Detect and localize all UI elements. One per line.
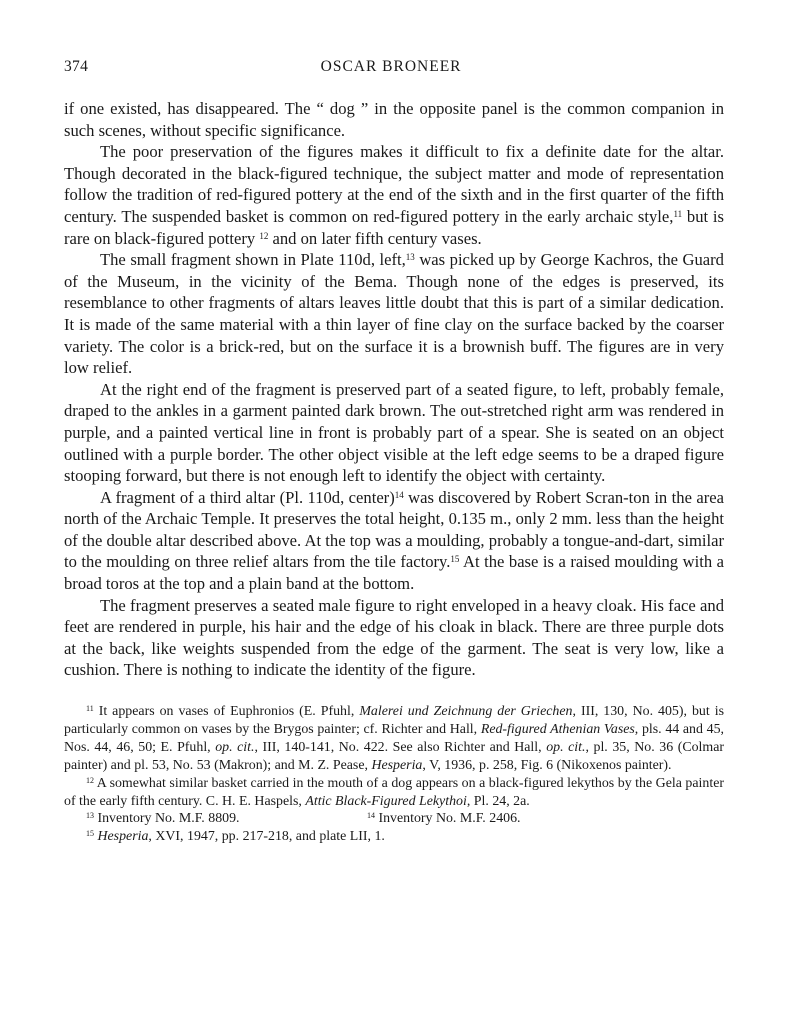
running-head: OSCAR BRONEER [320, 58, 462, 75]
paragraph-3 [64, 249, 724, 379]
text-run: The poor preservation of the figures makes it difficult to fix a definite date for the altar. Though decorated in the black-figured technique, the subject matter and mode of representation follow the tradition of red-figured pottery at the end of the sixth and in the first quarter of the fifth century. The suspended basket is common on red-figured pottery in the early archaic style, [64, 142, 724, 226]
footnote-ref: 13 [405, 252, 415, 263]
italic-title: Hesperia [97, 829, 149, 845]
paragraph-6 [64, 595, 724, 681]
footnote-15 [64, 828, 724, 846]
text-run: and on later fifth century vases. [268, 228, 482, 248]
italic-title: Hesperia [371, 757, 423, 773]
footnote-11 [64, 703, 724, 775]
footnotes-13-14 [64, 810, 724, 828]
text-run: A somewhat similar basket carried in the mouth of a dog appears on a black-figured lekythos by the Gela painter of the early fifth century. C. H. E. Haspels, [64, 775, 724, 809]
paragraph-4 [64, 379, 724, 487]
text-run: The small fragment shown in Plate 110d, left, [100, 250, 406, 270]
footnote-number: 13 [86, 811, 94, 821]
paragraph-2 [64, 141, 724, 249]
text-run: was discovered by Robert Scran-ton in the area north of the Archaic Temple. It preserves the total height, 0.135 m., only 2 mm. less than the height of the double altar described above. At the top was a moulding, probably a tongue-and-dart, similar to the moulding on three relief altars from the tile factory. [64, 487, 724, 572]
text-run: , V, 1936, p. 258, Fig. 6 (Nikoxenos painter). [422, 757, 672, 773]
footnote-number: 11 [86, 704, 94, 714]
footnote-number: 14 [367, 811, 375, 821]
footnote-ref: 11 [673, 208, 683, 219]
text-run: was picked up by George Kachros, the Guard of the Museum, in the vicinity of the Bema. Though none of the edges is preserved, its resemblance to other fragments of altars leaves little doubt that this is part of a similar dedication. It is made of the same material with a thin layer of fine clay on the surface backed by the coarser variety. The color is a brick-red, but on the surface it is a brownish buff. The figures are in very low relief. [64, 250, 724, 378]
text-run: , pl. 35, No. 36 (Colmar painter) and pl. 53, No. 53 (Makron); and M. Z. Pease, [64, 739, 724, 773]
text-run: At the right end of the fragment is preserved part of a seated figure, to left, probably female, draped to the ankles in a garment painted dark brown. The out-stretched right arm was rendered in purple, and a painted vertical line in front is probably part of a spear. She is seated on an object outlined with a purple border. The other object visible at the left edge seems to be a draped figure stooping forward, but there is not enough left to identify the object with certainty. [64, 379, 724, 486]
italic-title: op. cit. [546, 739, 586, 755]
italic-title: Malerei und Zeichnung der Griechen [359, 704, 573, 720]
footnote-number: 12 [86, 775, 94, 785]
text-run: , XVI, 1947, pp. 217-218, and plate LII, 1. [148, 829, 385, 845]
text-run: It appears on vases of Euphronios (E. Pfuhl, [93, 704, 360, 720]
text-run: Inventory No. M.F. 8809. [94, 811, 240, 827]
paragraph-1 [64, 98, 724, 141]
body-text [64, 98, 724, 681]
text-run: Inventory No. M.F. 2406. [375, 811, 521, 827]
text-run: , III, 140-141, No. 422. See also Richter and Hall, [254, 739, 547, 755]
footnote-number: 15 [86, 829, 94, 839]
paragraph-5 [64, 487, 724, 595]
text-run: if one existed, has disappeared. The “ dog ” in the opposite panel is the common companion in such scenes, without specific significance. [64, 99, 724, 140]
footnote-13 [64, 810, 367, 828]
footnote-ref: 15 [450, 554, 460, 565]
text-run: , III, 130, No. 405), but is particularly common on vases by the Brygos painter; cf. Richter and Hall, [64, 704, 724, 737]
italic-title: Attic Black-Figured Lekythoi [305, 793, 467, 809]
page-header [64, 58, 724, 84]
page-number: 374 [64, 58, 89, 75]
italic-title: op. cit. [215, 739, 255, 755]
text-run: , Pl. 24, 2a. [466, 793, 530, 809]
footnote-12 [64, 775, 724, 811]
footnotes [64, 703, 724, 846]
footnote-ref: 14 [394, 489, 404, 500]
italic-title: Red-figured Athenian Vases [480, 721, 635, 737]
page [64, 58, 724, 846]
footnote-ref: 12 [259, 230, 269, 241]
text-run: At the base is a raised moulding with a broad toros at the top and a plain band at the bottom. [64, 552, 724, 594]
text-run: , pls. 44 and 45, Nos. 44, 46, 50; E. Pfuhl, [64, 721, 724, 755]
text-run: The fragment preserves a seated male figure to right enveloped in a heavy cloak. His face and feet are rendered in purple, his hair and the edge of his cloak in black. There are three purple dots at the back, like weights suspended from the edge of the garment. The seat is very low, like a cushion. There is nothing to indicate the identity of the figure. [64, 595, 724, 680]
text-run: A fragment of a third altar (Pl. 110d, center) [100, 487, 395, 507]
footnote-14 [367, 810, 521, 828]
text-run: but is rare on black-figured pottery [64, 206, 724, 248]
